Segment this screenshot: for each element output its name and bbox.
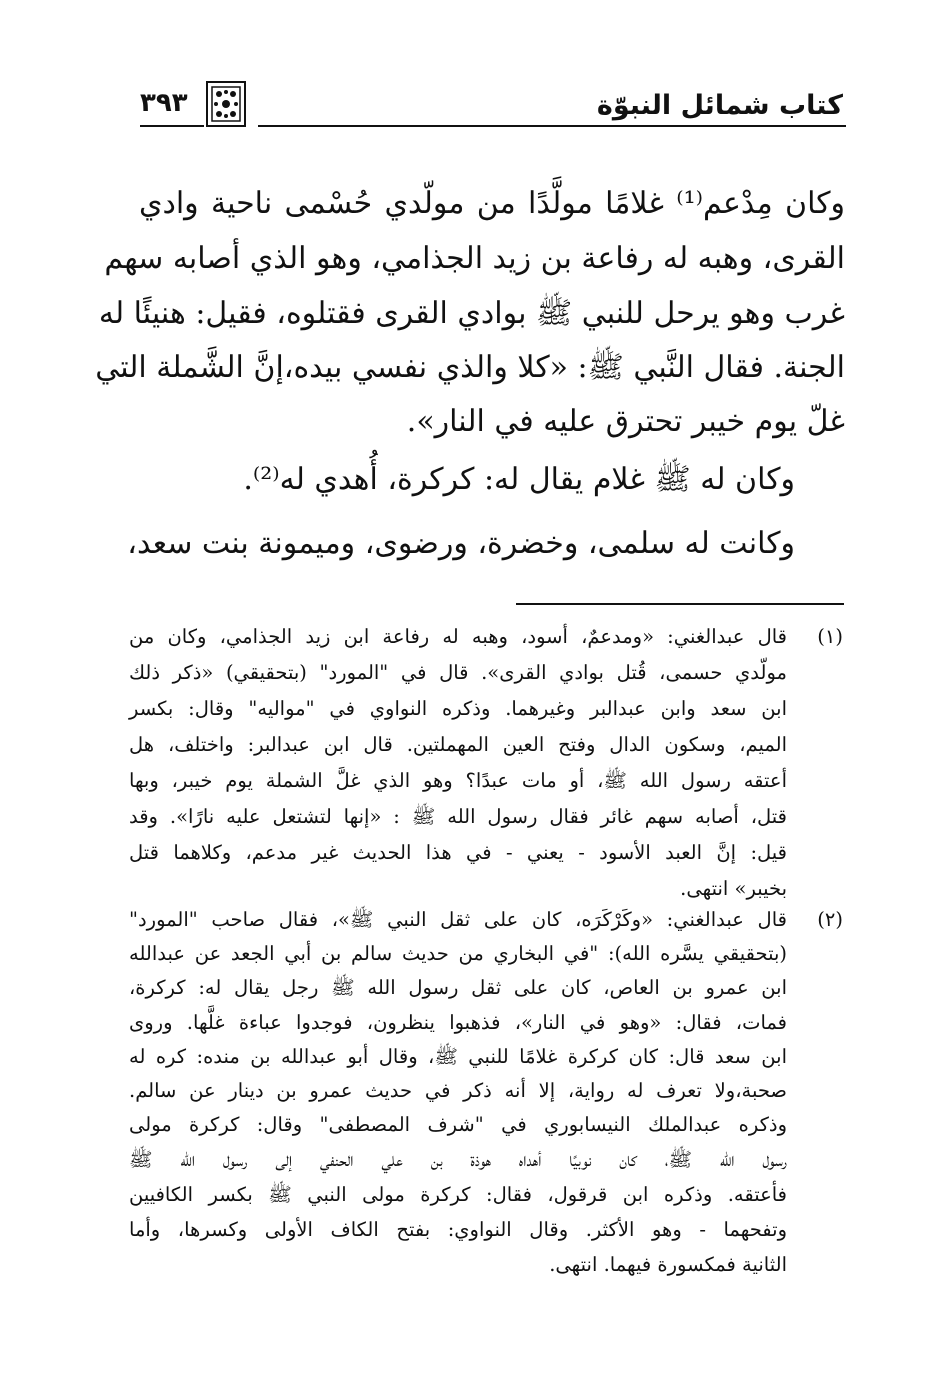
footnote-line: أعتقه رسول الله ﷺ، أو مات عبدًا؟ وهو الذي غلَّ الشملة يوم خيبر، وبها xyxy=(129,769,787,792)
header-rule-right xyxy=(258,125,846,127)
footnote-line: فمات، فقال: «وهو في النار»، فذهبوا ينظرون، فوجدوا عباءة غلَّها. وروى xyxy=(129,1011,787,1034)
body-line: غلّ يوم خيبر تحترق عليه في النار». xyxy=(406,404,845,439)
footnote-line: فأعتقه. وذكره ابن قرقول، فقال: كركرة مولى النبي ﷺ بكسر الكافيين xyxy=(129,1183,787,1206)
footnote-line: بخيبر» انتهى. xyxy=(680,877,787,900)
footnote-line: وتفحهما - وهو الأكثر. وقال النواوي: بفتح الكاف الأولى وكسرها، وأما xyxy=(129,1218,787,1241)
footnote-line: ابن سعد وابن عبدالبر وغيرهما. وذكره النواوي في "مواليه" وقال: بكسر xyxy=(129,697,787,720)
ornament-icon xyxy=(205,80,247,128)
body-line: وكان مِدْعم⁽¹⁾ غلامًا مولَّدًا من مولّدي حُسْمى ناحية وادي xyxy=(139,186,845,221)
footnote-line: مولّدي حسمى، قُتل بوادي القرى». قال في "المورد" (بتحقيقي) «ذكر ذلك xyxy=(129,661,787,684)
body-line: الجنة. فقال النَّبي ﷺ: «كلا والذي نفسي بيده،إنَّ الشَّملة التي xyxy=(95,350,845,385)
footnote-line: ابن سعد قال: كان كركرة غلامًا للنبي ﷺ، وقال أبو عبدالله بن منده: كره له xyxy=(129,1045,787,1068)
footnote-line: قيل: إنَّ العبد الأسود - يعني - في هذا الحديث غير مدعم، وكلاهما قتل xyxy=(129,841,787,864)
footnote-number: (٢) xyxy=(817,908,843,931)
footnote-line: قال عبدالغني: «وكَرْكَرَه، كان على ثقل النبي ﷺ»، فقال صاحب "المورد" xyxy=(129,908,787,931)
footnote-line: الثانية فمكسورة فيهما. انتهى. xyxy=(549,1253,787,1276)
footnote-line: قتل، أصابه سهم غائر فقال رسول الله ﷺ : «إنها لتشتعل عليه نارًا». وقد xyxy=(129,805,787,828)
footnote-line: صحبة،ولا تعرف له رواية، إلا أنه ذكر في حديث عمرو بن دينار عن سالم. xyxy=(129,1079,787,1102)
footnote-line: قال عبدالغني: «ومدعمٌ، أسود، وهبه له رفاعة ابن زيد الجذامي، وكان من xyxy=(129,625,787,648)
body-line: وكان له ﷺ غلام يقال له: كركرة، أُهدي له⁽²⁾. xyxy=(243,462,795,497)
header-rule-left xyxy=(140,125,204,127)
footnote-line: وذكره عبدالملك النيسابوري في "شرف المصطفى" وقال: كركرة مولى xyxy=(129,1113,787,1136)
footnote-number: (١) xyxy=(817,625,843,648)
footnote-line: الميم، وسكون الدال وفتح العين المهملتين. قال ابن عبدالبر: واختلف، هل xyxy=(129,733,787,756)
page-number: ٣٩٣ xyxy=(140,88,188,118)
footnote-line: ابن عمرو بن العاص، كان على ثقل رسول الله ﷺ رجل يقال له: كركرة، xyxy=(129,976,787,999)
footnote-line: (بتحقيقي يسَّره الله): "في البخاري من حديث سالم بن أبي الجعد عن عبدالله xyxy=(129,942,787,965)
running-title: كتاب شمائل النبوّة xyxy=(596,90,843,121)
footnote-separator xyxy=(516,603,844,605)
body-line: القرى، وهبه له رفاعة بن زيد الجذامي، وهو الذي أصابه سهم xyxy=(104,241,845,276)
body-line: غرب وهو يرحل للنبي ﷺ بوادي القرى فقتلوه، فقيل: هنيئًا له xyxy=(98,296,845,331)
footnote-line: رسول الله ﷺ، كان نوبيًا أهداه هوذة بن علي الحنفي إلى رسول الله ﷺ xyxy=(129,1148,787,1171)
body-line: وكانت له سلمى، وخضرة، ورضوى، وميمونة بنت سعد، xyxy=(127,526,795,561)
